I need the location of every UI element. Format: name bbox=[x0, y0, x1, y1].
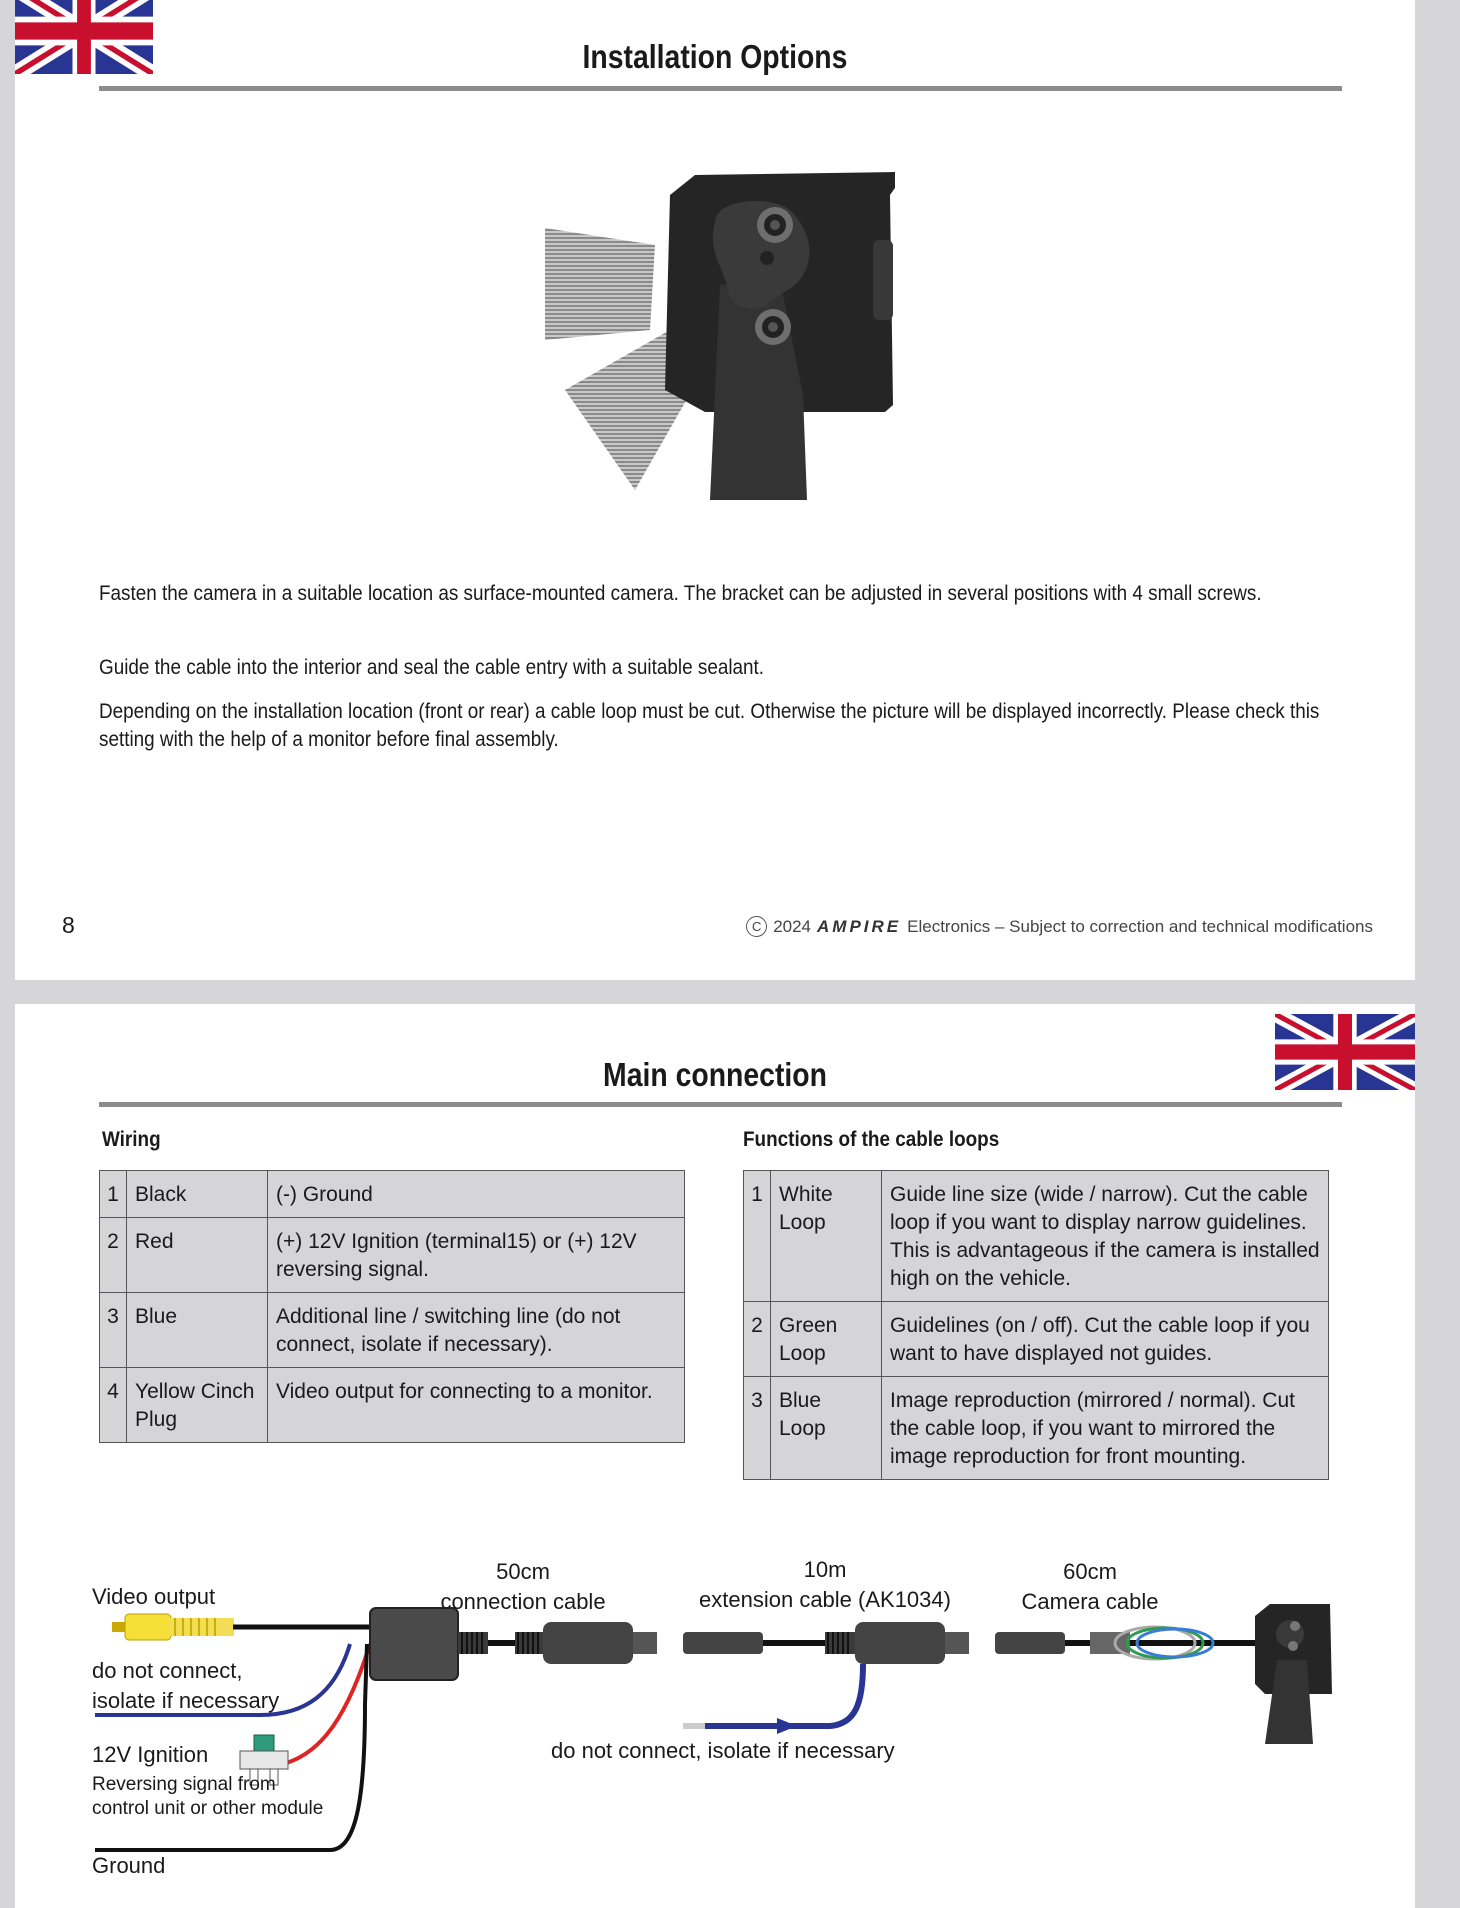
row-number: 1 bbox=[744, 1171, 771, 1302]
page-title: Main connection bbox=[603, 1056, 827, 1093]
page-main-connection bbox=[15, 1004, 1415, 1908]
page-title: Installation Options bbox=[582, 38, 848, 75]
extension-note: do not connect, isolate if necessary bbox=[551, 1738, 895, 1763]
footer bbox=[746, 916, 1373, 937]
loop-name: White Loop bbox=[771, 1171, 882, 1302]
cable-name: connection cable bbox=[440, 1589, 606, 1614]
cable-loops-heading: Functions of the cable loops bbox=[743, 1128, 1000, 1151]
row-number: 3 bbox=[100, 1293, 127, 1368]
wiring-heading: Wiring bbox=[102, 1128, 161, 1151]
loop-description: Guidelines (on / off). Cut the cable loop if you want to have displayed not guides. bbox=[882, 1302, 1329, 1377]
wire-color: Red bbox=[127, 1218, 268, 1293]
wire-color: Yellow Cinch Plug bbox=[127, 1368, 268, 1443]
cable-length: 60cm bbox=[1063, 1559, 1117, 1584]
wire-description: (-) Ground bbox=[268, 1171, 685, 1218]
paragraph-guide-cable: Guide the cable into the interior and seal the cable entry with a suitable sealant. bbox=[99, 656, 765, 679]
row-number: 3 bbox=[744, 1377, 771, 1480]
camera-cable-label bbox=[995, 1557, 1185, 1617]
camera-icon bbox=[1255, 1604, 1332, 1744]
ignition-label: 12V Ignition bbox=[92, 1742, 209, 1767]
loop-name: Blue Loop bbox=[771, 1377, 882, 1480]
camera-mount-illustration bbox=[545, 165, 895, 505]
video-output-label: Video output bbox=[92, 1584, 216, 1609]
paragraph-fasten: Fasten the camera in a suitable location as surface-mounted camera. The bracket can be adjusted in several positions with 4 small screws. bbox=[99, 582, 1262, 605]
cable-length: 10m bbox=[803, 1557, 847, 1582]
cable-length: 50cm bbox=[496, 1559, 550, 1584]
row-number: 2 bbox=[744, 1302, 771, 1377]
loop-description: Image reproduction (mirrored / normal). Cut the cable loop, if you want to mirrored the image reproduction for front mounting. bbox=[882, 1377, 1329, 1480]
reversing-signal-label: Reversing signal from control unit or other module bbox=[92, 1774, 324, 1819]
wire-description: Video output for connecting to a monitor. bbox=[268, 1368, 685, 1443]
ground-label: Ground bbox=[92, 1853, 166, 1878]
row-number: 1 bbox=[100, 1171, 127, 1218]
page-number: 8 bbox=[62, 912, 75, 938]
wire-color: Black bbox=[127, 1171, 268, 1218]
loop-name: Green Loop bbox=[771, 1302, 882, 1377]
brand-logo: AMPIRE bbox=[817, 916, 902, 936]
row-number: 2 bbox=[100, 1218, 127, 1293]
copyright-icon: C bbox=[746, 916, 767, 937]
cable-name: Camera cable bbox=[1021, 1589, 1159, 1614]
title-rule bbox=[99, 86, 1342, 91]
yellow-cinch-plug-icon bbox=[112, 1614, 234, 1640]
extension-cable-label bbox=[675, 1555, 975, 1615]
row-number: 4 bbox=[100, 1368, 127, 1443]
blue-wire-note: do not connect, isolate if necessary bbox=[92, 1658, 280, 1713]
wire-description: Additional line / switching line (do not connect, isolate if necessary). bbox=[268, 1293, 685, 1368]
cable-name: extension cable (AK1034) bbox=[699, 1587, 951, 1612]
paragraph-cable-loop: Depending on the installation location (front or rear) a cable loop must be cut. Otherwise the picture will be displayed incorrectly. Please check this setting with the help of a monitor before final assembly. bbox=[99, 700, 1320, 751]
wire-description: (+) 12V Ignition (terminal15) or (+) 12V reversing signal. bbox=[268, 1218, 685, 1293]
footer-text: Electronics – Subject to correction and technical modifications bbox=[907, 916, 1373, 936]
page-installation-options bbox=[15, 0, 1415, 980]
wire-color: Blue bbox=[127, 1293, 268, 1368]
loop-description: Guide line size (wide / narrow). Cut the cable loop if you want to display narrow guidelines. This is advantageous if the camera is installed high on the vehicle. bbox=[882, 1171, 1329, 1302]
connection-cable-label bbox=[413, 1557, 633, 1617]
footer-year: 2024 bbox=[773, 916, 812, 936]
